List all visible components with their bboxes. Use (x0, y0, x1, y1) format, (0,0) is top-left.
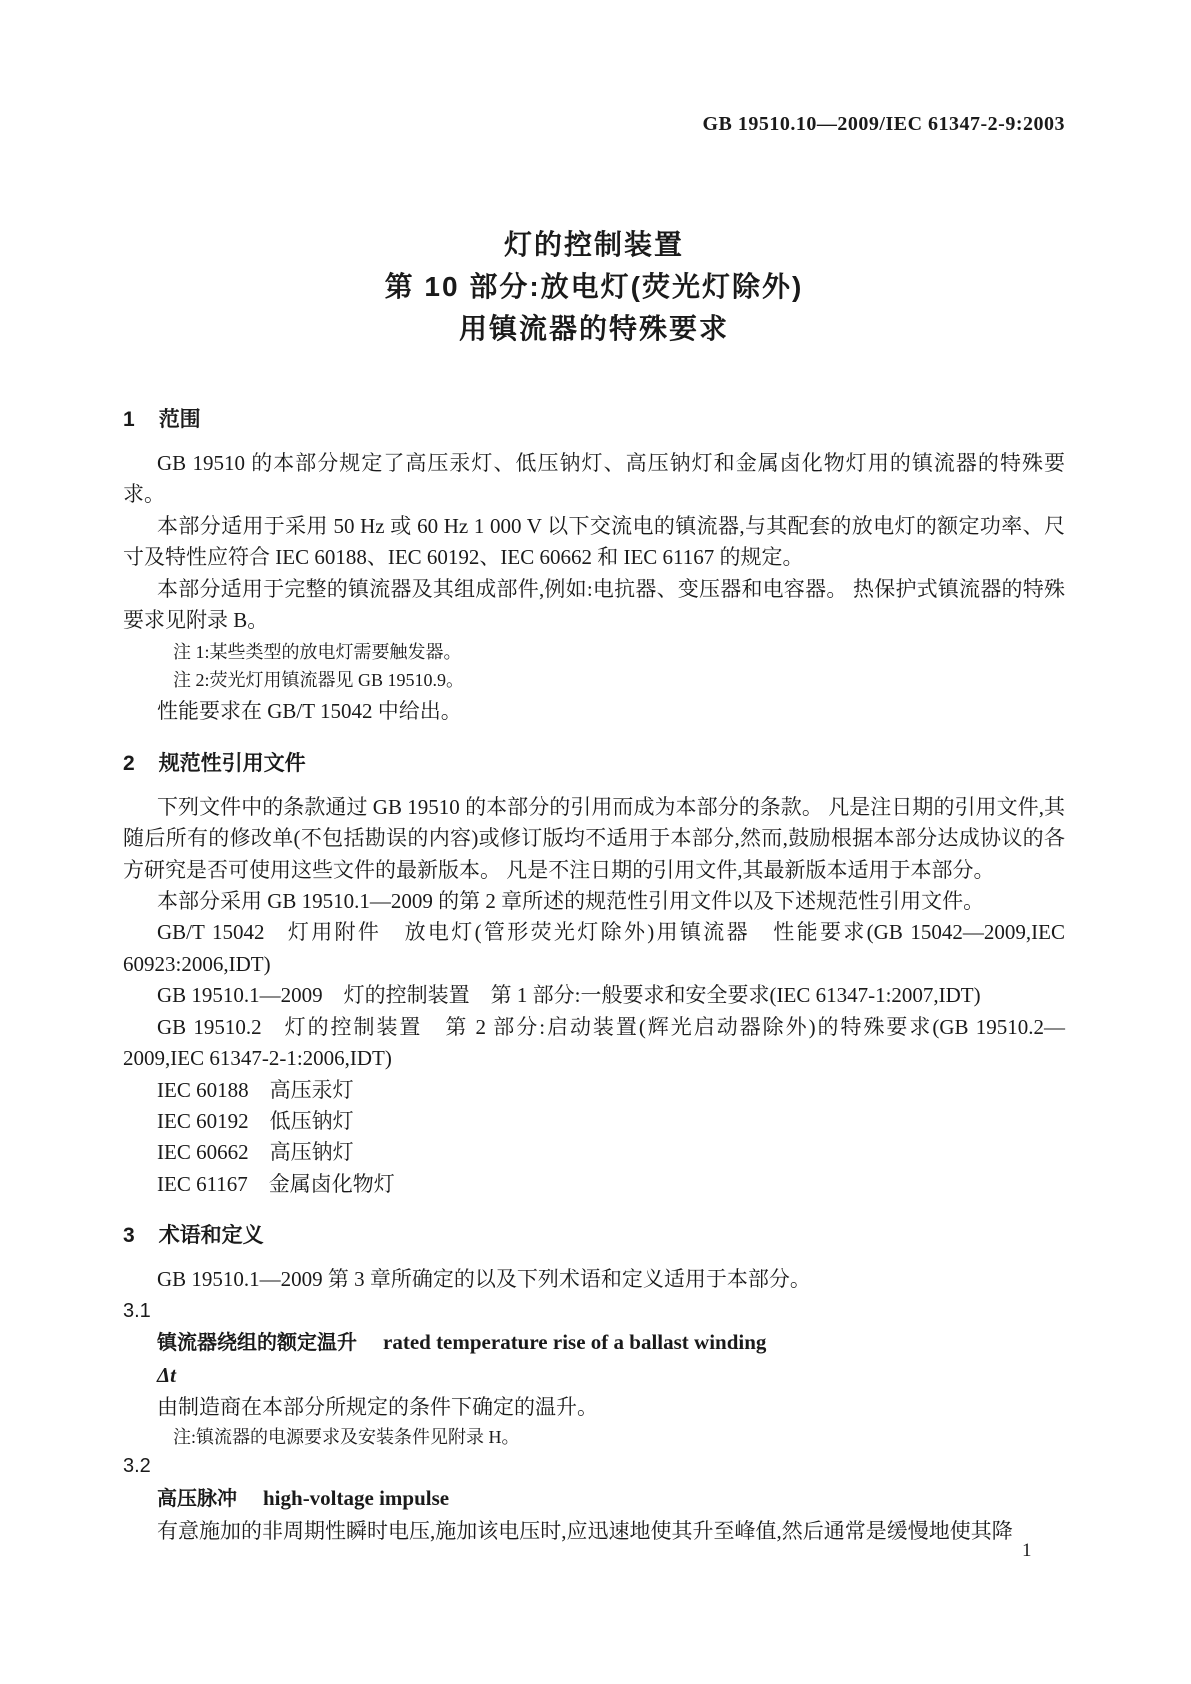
paragraph: 性能要求在 GB/T 15042 中给出。 (157, 699, 462, 724)
title-line-3: 用镇流器的特殊要求 (458, 313, 729, 344)
section-name: 术语和定义 (158, 1224, 264, 1248)
paragraph: 本部分采用 GB 19510.1—2009 的第 2 章所述的规范性引用文件以及下述规范性引用文件。 (157, 889, 985, 914)
paragraph: GB 19510 的本部分规定了高压汞灯、低压钠灯、高压钠灯和金属卤化物灯用的镇流器的特殊要求。 (123, 451, 1065, 507)
term-entry-3-1 (123, 1296, 1065, 1452)
term-title (123, 1483, 1065, 1516)
document-title (123, 224, 1065, 350)
title-line-1: 灯的控制装置 (503, 229, 684, 260)
notes-block (123, 638, 1065, 694)
term-title (123, 1327, 1065, 1360)
section-heading-scope (123, 403, 1065, 436)
paragraph: 本部分适用于完整的镇流器及其组成部件,例如:电抗器、变压器和电容器。 热保护式镇流器的特殊要求见附录 B。 (123, 576, 1065, 633)
section-number: 1 (123, 408, 135, 431)
term-number: 3.1 (123, 1299, 151, 1322)
term-note: 注:镇流器的电源要求及安装条件见附录 H。 (173, 1427, 520, 1448)
term-english: rated temperature rise of a ballast winding (383, 1329, 767, 1354)
term-chinese: 镇流器绕组的额定温升 (157, 1331, 357, 1354)
section-heading-terms-definitions (123, 1219, 1065, 1252)
term-symbol: Δt (157, 1363, 177, 1388)
section-heading-normative-references (123, 747, 1065, 780)
page-content (123, 0, 1065, 1547)
term-definition: 由制造商在本部分所规定的条件下确定的温升。 (157, 1394, 598, 1419)
section-name: 规范性引用文件 (158, 751, 306, 775)
term-number: 3.2 (123, 1455, 151, 1478)
paragraph: 下列文件中的条款通过 GB 19510 的本部分的引用而成为本部分的条款。 凡是注日期的引用文件,其随后所有的修改单(不包括勘误的内容)或修订版均不适用于本部分,然而,鼓励根据本部分达成协议的各方研究是否可使用这些文件的最新版本。 凡是不注日期的引用文件,其最新版本适用于本部分。 (123, 794, 1065, 882)
reference-item: GB/T 15042 灯用附件 放电灯(管形荧光灯除外)用镇流器 性能要求(GB 15042—2009,IEC 60923:2006,IDT) (123, 920, 1065, 976)
note: 注 1:某些类型的放电灯需要触发器。 (173, 642, 462, 663)
term-chinese: 高压脉冲 (157, 1487, 237, 1510)
section-name: 范围 (158, 408, 201, 431)
paragraph: GB 19510.1—2009 第 3 章所确定的以及下列术语和定义适用于本部分。 (157, 1267, 811, 1292)
title-line-2: 第 10 部分:放电灯(荧光灯除外) (384, 271, 804, 302)
section-number: 2 (123, 751, 135, 775)
term-english: high-voltage impulse (263, 1485, 450, 1510)
reference-item: IEC 61167 金属卤化物灯 (157, 1171, 395, 1196)
page-number: 1 (1022, 1540, 1032, 1561)
paragraph: 本部分适用于采用 50 Hz 或 60 Hz 1 000 V 以下交流电的镇流器,与其配套的放电灯的额定功率、尺寸及特性应符合 IEC 60188、IEC 60192、IEC 60662 和 IEC 61167 的规定。 (123, 513, 1065, 570)
note: 注 2:荧光灯用镇流器见 GB 19510.9。 (173, 670, 465, 691)
section-number: 3 (123, 1224, 135, 1248)
reference-item: IEC 60662 高压钠灯 (157, 1140, 354, 1165)
reference-item: IEC 60188 高压汞灯 (157, 1077, 354, 1102)
term-definition: 有意施加的非周期性瞬时电压,施加该电压时,应迅速地使其升至峰值,然后通常是缓慢地使其降 (157, 1518, 1013, 1543)
reference-item: GB 19510.2 灯的控制装置 第 2 部分:启动装置(辉光启动器除外)的特殊要求(GB 19510.2—2009,IEC 61347-2-1:2006,IDT) (123, 1014, 1065, 1071)
reference-item: GB 19510.1—2009 灯的控制装置 第 1 部分:一般要求和安全要求(IEC 61347-1:2007,IDT) (157, 983, 981, 1008)
standard-code: GB 19510.10—2009/IEC 61347-2-9:2003 (702, 113, 1065, 135)
term-entry-3-2 (123, 1451, 1065, 1547)
reference-item: IEC 60192 低压钠灯 (157, 1108, 354, 1133)
